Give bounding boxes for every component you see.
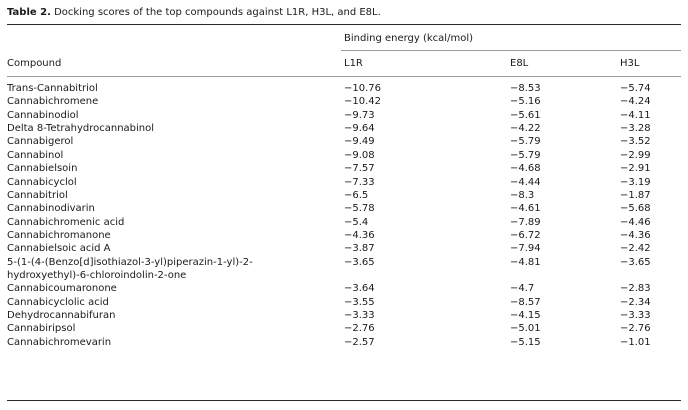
table-row	[0, 162, 688, 175]
table-row	[0, 229, 688, 242]
compound-cell: Cannabicyclol	[7, 176, 77, 188]
compound-cell: Cannabichromenic acid	[7, 216, 125, 228]
e8l-cell: −7.89	[510, 216, 541, 228]
table-top-rule	[7, 24, 681, 25]
table-row	[0, 296, 688, 309]
e8l-cell: −5.79	[510, 149, 541, 161]
e8l-cell: −4.22	[510, 123, 541, 135]
e8l-cell: −6.72	[510, 229, 541, 241]
l1r-cell: −9.73	[344, 109, 375, 121]
e8l-cell: −5.15	[510, 336, 541, 348]
h3l-cell: −1.01	[620, 336, 651, 348]
compound-cell: Cannabielsoic acid A	[7, 243, 111, 255]
l1r-cell: −6.5	[344, 189, 369, 201]
e8l-cell: −4.68	[510, 163, 541, 175]
h3l-cell: −3.52	[620, 136, 651, 148]
e8l-cell: −7.94	[510, 243, 541, 255]
l1r-cell: −10.42	[344, 96, 382, 108]
e8l-cell: −8.57	[510, 296, 541, 308]
h3l-cell: −2.99	[620, 149, 651, 161]
table-bottom-rule	[7, 400, 681, 401]
h3l-cell: −4.46	[620, 216, 651, 228]
column-header-l1r: L1R	[344, 58, 363, 69]
compound-cell: Cannabielsoin	[7, 163, 78, 175]
l1r-cell: −9.64	[344, 123, 375, 135]
h3l-cell: −2.34	[620, 296, 651, 308]
h3l-cell: −2.42	[620, 243, 651, 255]
l1r-cell: −5.78	[344, 203, 375, 215]
compound-cell: Cannabichromevarin	[7, 336, 112, 348]
group-header-binding-energy: Binding energy (kcal/mol)	[344, 33, 473, 44]
table-row	[0, 242, 688, 255]
l1r-cell: −3.55	[344, 296, 375, 308]
table-row	[0, 82, 688, 95]
column-header-e8l: E8L	[510, 58, 529, 69]
table-row	[0, 336, 688, 349]
compound-cell: Cannabinol	[7, 149, 64, 161]
e8l-cell: −4.7	[510, 283, 535, 295]
l1r-cell: −2.76	[344, 323, 375, 335]
e8l-cell: −5.16	[510, 96, 541, 108]
table-row	[0, 256, 688, 283]
compound-cell: 5-(1-(4-(Benzo[d]isothiazol-3-yl)piperazin-1-yl)-2-hydroxyethyl)-6-chloroindolin-2-one	[7, 256, 253, 281]
h3l-cell: −2.83	[620, 283, 651, 295]
h3l-cell: −3.19	[620, 176, 651, 188]
h3l-cell: −4.36	[620, 229, 651, 241]
l1r-cell: −7.57	[344, 163, 375, 175]
compound-cell: Cannabichromene	[7, 96, 99, 108]
h3l-cell: −2.91	[620, 163, 651, 175]
l1r-cell: −3.65	[344, 256, 375, 268]
e8l-cell: −5.61	[510, 109, 541, 121]
l1r-cell: −3.33	[344, 309, 375, 321]
e8l-cell: −5.79	[510, 136, 541, 148]
table-row	[0, 135, 688, 148]
h3l-cell: −2.76	[620, 323, 651, 335]
e8l-cell: −4.44	[510, 176, 541, 188]
table-row	[0, 176, 688, 189]
e8l-cell: −4.15	[510, 309, 541, 321]
l1r-cell: −7.33	[344, 176, 375, 188]
table-row	[0, 95, 688, 108]
h3l-cell: −3.65	[620, 256, 651, 268]
h3l-cell: −5.68	[620, 203, 651, 215]
table-row	[0, 122, 688, 135]
column-header-compound: Compound	[7, 58, 62, 69]
compound-cell: Cannabigerol	[7, 136, 74, 148]
header-bottom-rule	[7, 76, 681, 77]
table-row	[0, 309, 688, 322]
e8l-cell: −4.61	[510, 203, 541, 215]
table-row	[0, 109, 688, 122]
l1r-cell: −2.57	[344, 336, 375, 348]
l1r-cell: −9.08	[344, 149, 375, 161]
compound-cell: Dehydrocannabifuran	[7, 309, 116, 321]
compound-cell: Trans-Cannabitriol	[7, 83, 98, 94]
e8l-cell: −5.01	[510, 323, 541, 335]
e8l-cell: −8.3	[510, 189, 535, 201]
l1r-cell: −3.87	[344, 243, 375, 255]
compound-cell: Cannabitriol	[7, 189, 68, 201]
table-body	[0, 82, 688, 349]
h3l-cell: −1.87	[620, 189, 651, 201]
h3l-cell: −4.24	[620, 96, 651, 108]
table-row	[0, 216, 688, 229]
compound-cell: Cannabiripsol	[7, 323, 76, 335]
l1r-cell: −4.36	[344, 229, 375, 241]
e8l-cell: −4.81	[510, 256, 541, 268]
table-row	[0, 322, 688, 335]
compound-cell: Cannabinodivarin	[7, 203, 95, 215]
h3l-cell: −3.33	[620, 309, 651, 321]
group-header-rule	[341, 50, 681, 51]
h3l-cell: −5.74	[620, 83, 651, 94]
table-caption-label: Table 2.	[7, 7, 51, 18]
compound-cell: Cannabichromanone	[7, 229, 111, 241]
l1r-cell: −3.64	[344, 283, 375, 295]
compound-cell: Delta 8-Tetrahydrocannabinol	[7, 123, 155, 135]
e8l-cell: −8.53	[510, 83, 541, 94]
h3l-cell: −4.11	[620, 109, 651, 121]
table-row	[0, 189, 688, 202]
table-row	[0, 202, 688, 215]
l1r-cell: −9.49	[344, 136, 375, 148]
compound-cell: Cannabinodiol	[7, 109, 79, 121]
column-header-h3l: H3L	[620, 58, 640, 69]
compound-cell: Cannabicoumaronone	[7, 283, 117, 295]
table-caption-text: Docking scores of the top compounds against L1R, H3L, and E8L.	[54, 7, 381, 18]
compound-cell: Cannabicyclolic acid	[7, 296, 109, 308]
h3l-cell: −3.28	[620, 123, 651, 135]
table-row	[0, 149, 688, 162]
l1r-cell: −10.76	[344, 83, 382, 94]
l1r-cell: −5.4	[344, 216, 369, 228]
table-row	[0, 282, 688, 295]
table-caption	[7, 7, 381, 18]
